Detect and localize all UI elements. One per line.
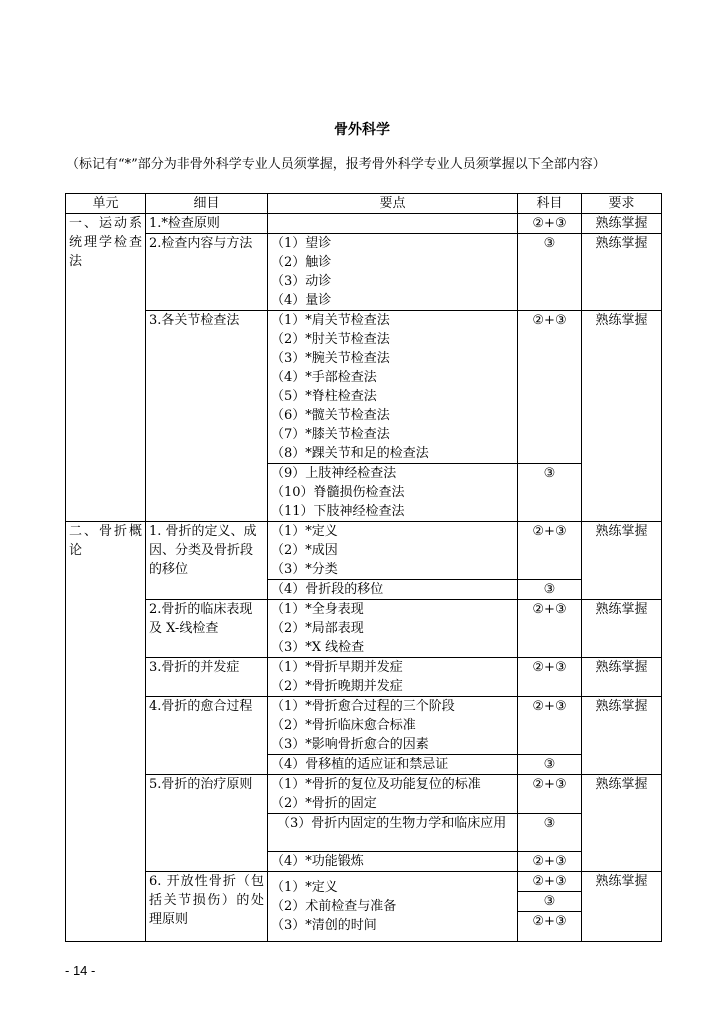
header-unit: 单元 xyxy=(66,194,146,214)
point-item: （2）触诊 xyxy=(271,255,332,270)
subject-cell: ②+③ xyxy=(518,214,582,234)
point-item: （1）*定义 xyxy=(271,524,338,539)
table-header-row xyxy=(66,194,662,214)
point-item: （5）*脊柱检查法 xyxy=(271,389,377,404)
subject-cell: ③ xyxy=(518,755,582,775)
point-item: （9）上肢神经检查法 xyxy=(271,466,397,481)
point-item: （3）*X 线检查 xyxy=(271,640,365,655)
subject-cell: ③ xyxy=(518,234,582,311)
point-item: （1）*肩关节检查法 xyxy=(271,313,390,328)
detail-cell: 2.骨折的临床表现及 X-线检查 xyxy=(146,600,268,658)
subject-cell: ②+③ xyxy=(518,912,582,942)
points-cell xyxy=(268,872,518,942)
table-row xyxy=(66,697,662,755)
point-item: （1）望诊 xyxy=(271,236,332,251)
point-item: （4）骨折段的移位 xyxy=(271,582,384,597)
detail-cell: 2.检查内容与方法 xyxy=(146,234,268,311)
page-title: 骨外科学 xyxy=(334,122,390,138)
point-item: （2）*成因 xyxy=(271,543,338,558)
requirement-cell: 熟练掌握 xyxy=(582,311,662,522)
syllabus-table xyxy=(65,193,662,942)
subject-cell: ③ xyxy=(518,892,582,912)
point-item: （10）脊髓损伤检查法 xyxy=(271,485,405,500)
subject-cell: ②+③ xyxy=(518,775,582,814)
points-cell xyxy=(268,464,518,522)
unit-cell: 二、骨折概论 xyxy=(66,522,146,942)
point-item: （2）*骨折临床愈合标准 xyxy=(271,718,416,733)
requirement-cell: 熟练掌握 xyxy=(582,214,662,234)
table-row xyxy=(66,214,662,234)
subject-cell: ②+③ xyxy=(518,522,582,580)
points-cell xyxy=(268,852,518,872)
point-item: （4）*功能锻炼 xyxy=(271,854,364,869)
subject-cell: ②+③ xyxy=(518,600,582,658)
header-detail: 细目 xyxy=(146,194,268,214)
point-item: （3）骨折内固定的生物力学和临床应用 xyxy=(277,816,507,831)
table-row xyxy=(66,600,662,658)
requirement-cell: 熟练掌握 xyxy=(582,522,662,600)
point-item: （1）*骨折的复位及功能复位的标准 xyxy=(271,777,481,792)
subject-cell: ②+③ xyxy=(518,697,582,755)
header-points: 要点 xyxy=(268,194,518,214)
points-cell xyxy=(268,311,518,464)
subject-cell: ②+③ xyxy=(518,311,582,464)
points-cell xyxy=(268,600,518,658)
detail-cell: 1. 骨折的定义、成因、分类及骨折段的移位 xyxy=(146,522,268,600)
detail-cell: 3.骨折的并发症 xyxy=(146,658,268,697)
requirement-cell: 熟练掌握 xyxy=(582,600,662,658)
requirement-cell: 熟练掌握 xyxy=(582,234,662,311)
requirement-cell: 熟练掌握 xyxy=(582,697,662,775)
point-item: （7）*膝关节检查法 xyxy=(271,427,390,442)
detail-cell: 3.各关节检查法 xyxy=(146,311,268,522)
detail-cell: 4.骨折的愈合过程 xyxy=(146,697,268,775)
table-row xyxy=(66,311,662,464)
point-item: （4）量诊 xyxy=(271,293,332,308)
point-item: （4）*手部检查法 xyxy=(271,370,377,385)
point-item: （1）*定义 xyxy=(271,880,338,895)
detail-cell: 1.*检查原则 xyxy=(146,214,268,234)
table-row xyxy=(66,658,662,697)
point-item: （2）*肘关节检查法 xyxy=(271,332,390,347)
point-item: （3）动诊 xyxy=(271,274,332,289)
subject-cell: ③ xyxy=(518,814,582,852)
point-item: （1）*全身表现 xyxy=(271,602,364,617)
points-cell xyxy=(268,522,518,580)
page-number: - 14 - xyxy=(65,963,96,978)
table-row xyxy=(66,775,662,814)
point-item: （2）*骨折晚期并发症 xyxy=(271,679,403,694)
point-item: （3）*分类 xyxy=(271,562,338,577)
detail-cell: 5.骨折的治疗原则 xyxy=(146,775,268,872)
point-item: （2）*骨折的固定 xyxy=(271,796,377,811)
subject-cell: ②+③ xyxy=(518,658,582,697)
point-item: （1）*骨折早期并发症 xyxy=(271,660,403,675)
points-cell xyxy=(268,814,518,852)
point-item: （11）下肢神经检查法 xyxy=(271,504,405,519)
requirement-cell: 熟练掌握 xyxy=(582,658,662,697)
points-cell xyxy=(268,234,518,311)
table-row xyxy=(66,234,662,311)
point-item: （3）*清创的时间 xyxy=(271,918,377,933)
subject-cell: ②+③ xyxy=(518,872,582,892)
points-cell xyxy=(268,580,518,600)
header-requirement: 要求 xyxy=(582,194,662,214)
point-item: （2）术前检查与准备 xyxy=(271,899,397,914)
subject-cell: ③ xyxy=(518,580,582,600)
points-cell xyxy=(268,697,518,755)
intro-note: （标记有“*”部分为非骨外科学专业人员须掌握，报考骨外科学专业人员须掌握以下全部内容） xyxy=(66,157,606,172)
points-cell xyxy=(268,214,518,234)
point-item: （3）*影响骨折愈合的因素 xyxy=(271,737,429,752)
header-subject: 科目 xyxy=(518,194,582,214)
unit-cell: 一、运动系统理学检查法 xyxy=(66,214,146,522)
table-row xyxy=(66,872,662,892)
table-row xyxy=(66,522,662,580)
requirement-cell: 熟练掌握 xyxy=(582,872,662,942)
point-item: （1）*骨折愈合过程的三个阶段 xyxy=(271,699,455,714)
points-cell xyxy=(268,658,518,697)
points-cell xyxy=(268,755,518,775)
detail-cell: 6. 开放性骨折（包括关节损伤）的处理原则 xyxy=(146,872,268,942)
point-item: （4）骨移植的适应证和禁忌证 xyxy=(271,757,449,772)
requirement-cell: 熟练掌握 xyxy=(582,775,662,872)
subject-cell: ②+③ xyxy=(518,852,582,872)
point-item: （8）*踝关节和足的检查法 xyxy=(271,446,429,461)
point-item: （2）*局部表现 xyxy=(271,621,364,636)
points-cell xyxy=(268,775,518,814)
point-item: （6）*髋关节检查法 xyxy=(271,408,390,423)
point-item: （3）*腕关节检查法 xyxy=(271,351,390,366)
subject-cell: ③ xyxy=(518,464,582,522)
